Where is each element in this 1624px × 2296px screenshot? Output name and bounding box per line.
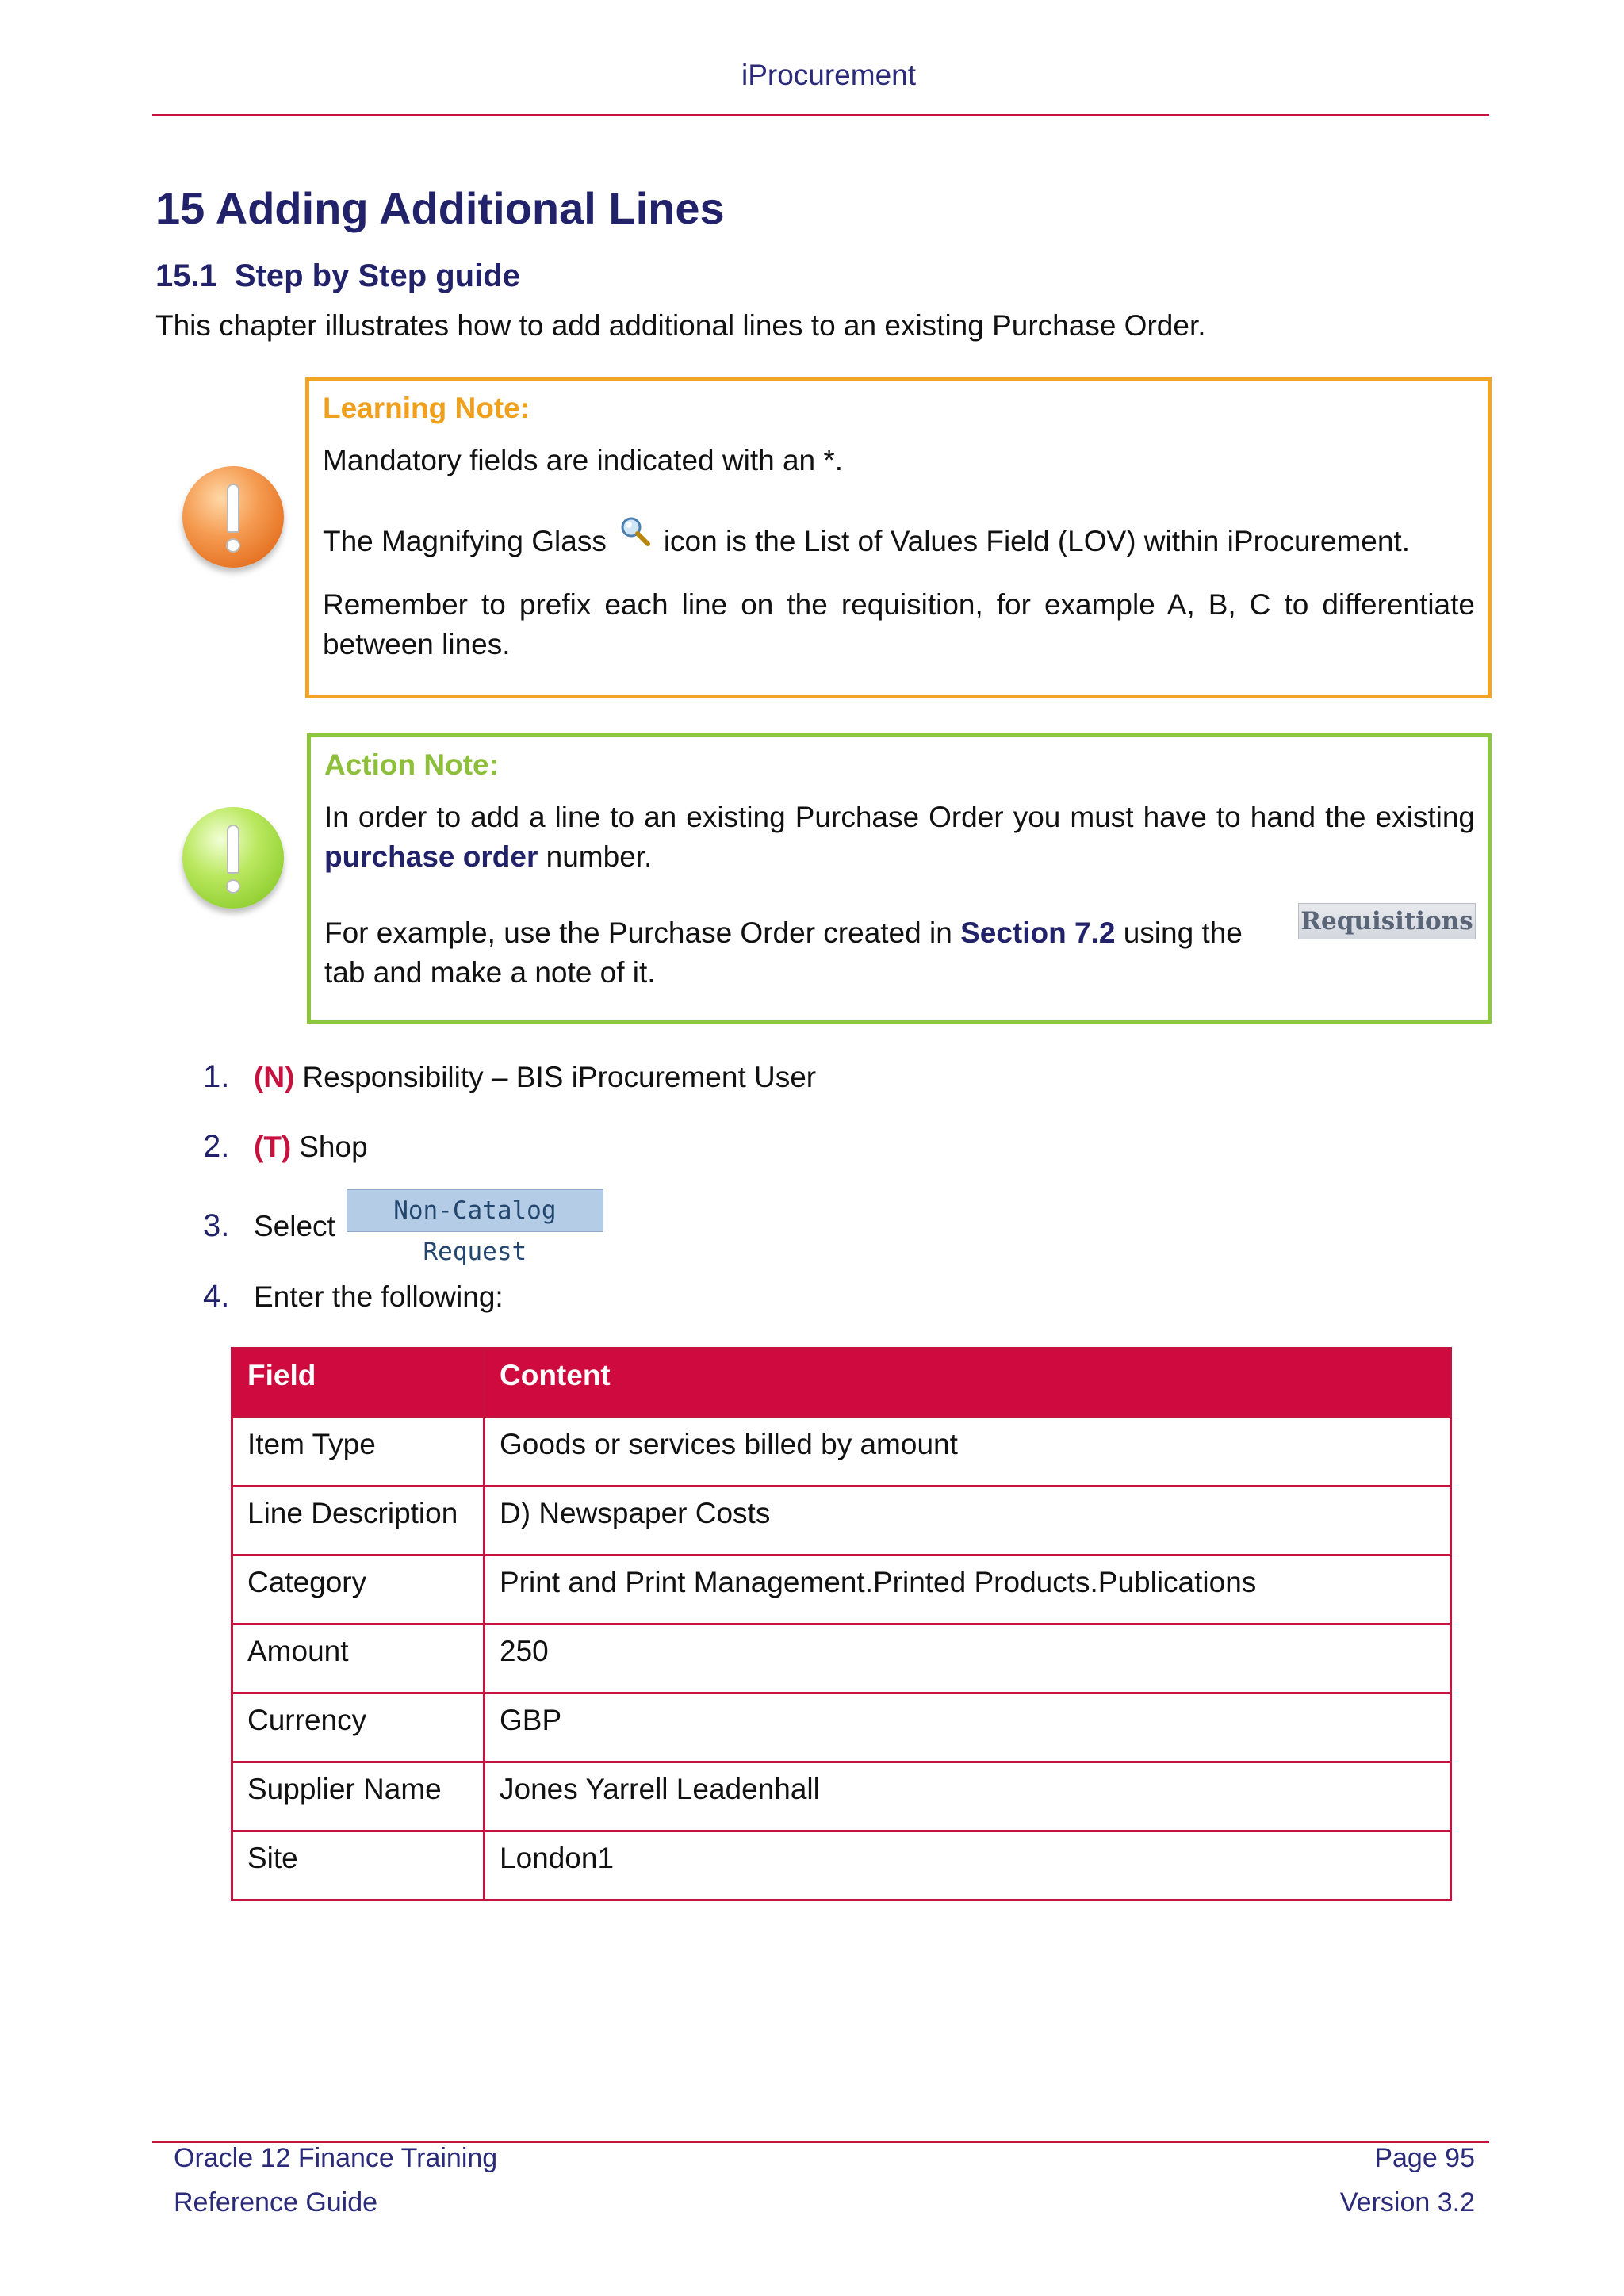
table-row	[232, 1556, 1451, 1624]
section-title-text: Step by Step guide	[234, 258, 520, 293]
field-cell: Item Type	[232, 1418, 485, 1487]
field-cell: Currency	[232, 1693, 485, 1762]
field-cell: Category	[232, 1556, 485, 1624]
action-exclamation-icon	[182, 807, 284, 909]
field-cell: Site	[232, 1831, 485, 1900]
step-text: Shop	[299, 1131, 368, 1163]
step-code: (N)	[254, 1061, 295, 1093]
content-cell: GBP	[485, 1693, 1451, 1762]
action-note-para-2	[324, 913, 1266, 993]
content-cell: Jones Yarrell Leadenhall	[485, 1762, 1451, 1831]
step-number: 3.	[203, 1208, 230, 1243]
step-item	[203, 1279, 504, 1314]
content-cell: D) Newspaper Costs	[485, 1487, 1451, 1556]
requisitions-tab[interactable]: Requisitions	[1298, 903, 1476, 939]
action-note-text: number.	[546, 840, 653, 873]
field-cell: Amount	[232, 1624, 485, 1693]
field-cell: Supplier Name	[232, 1762, 485, 1831]
step-number: 2.	[203, 1129, 230, 1164]
step-code: (T)	[254, 1131, 292, 1163]
step-text: Select	[254, 1210, 335, 1242]
section-number: 15.1	[155, 258, 217, 293]
footer-page-number: Page 95	[1374, 2143, 1475, 2173]
step-text: Responsibility – BIS iProcurement User	[302, 1061, 817, 1093]
content-cell: London1	[485, 1831, 1451, 1900]
table-header-row	[232, 1349, 1451, 1418]
intro-paragraph: This chapter illustrates how to add additional lines to an existing Purchase Order.	[155, 309, 1206, 342]
learning-note-line-prefix: Remember to prefix each line on the requisition, for example A, B, C to differentiate between lines.	[323, 588, 1475, 660]
content-cell: Print and Print Management.Printed Products.Publications	[485, 1556, 1451, 1624]
non-catalog-request-button[interactable]: Non-Catalog Request	[347, 1189, 603, 1232]
table-row	[232, 1487, 1451, 1556]
chapter-title: 15 Adding Additional Lines	[155, 183, 725, 233]
action-note-text: using the	[1123, 916, 1243, 949]
page-header-title: iProcurement	[741, 59, 917, 91]
magnifier-text-before: The Magnifying Glass	[323, 525, 607, 557]
table-row	[232, 1624, 1451, 1693]
content-cell: 250	[485, 1624, 1451, 1693]
column-header-content: Content	[485, 1349, 1451, 1418]
footer-version: Version 3.2	[1339, 2187, 1475, 2218]
table-row	[232, 1831, 1451, 1900]
table-row	[232, 1418, 1451, 1487]
action-note-text: For example, use the Purchase Order created in	[324, 916, 952, 949]
warning-exclamation-icon	[182, 466, 284, 568]
magnifier-text-after: icon is the List of Values Field (LOV) within iProcurement.	[663, 525, 1410, 557]
footer-document-type: Reference Guide	[174, 2187, 378, 2218]
action-note-text: tab and make a note of it.	[324, 956, 656, 989]
step-number: 4.	[203, 1279, 230, 1314]
step-item	[203, 1059, 816, 1095]
field-cell: Line Description	[232, 1487, 485, 1556]
column-header-field: Field	[232, 1349, 485, 1418]
header-divider	[152, 114, 1489, 116]
field-content-table	[231, 1347, 1452, 1901]
step-item	[203, 1129, 368, 1165]
table-row	[232, 1762, 1451, 1831]
action-note-para-1	[324, 798, 1475, 877]
learning-note-box	[305, 377, 1492, 698]
table-row	[232, 1693, 1451, 1762]
learning-note-line-magnifier	[323, 522, 1475, 561]
step-item	[203, 1196, 603, 1266]
step-number: 1.	[203, 1059, 230, 1094]
purchase-order-emphasis: purchase order	[324, 840, 538, 873]
content-cell: Goods or services billed by amount	[485, 1418, 1451, 1487]
step-text: Enter the following:	[254, 1280, 504, 1313]
action-note-box	[307, 733, 1492, 1024]
learning-note-line-mandatory: Mandatory fields are indicated with an *.	[323, 444, 844, 476]
action-note-heading: Action Note:	[324, 748, 499, 781]
magnifying-glass-icon	[618, 515, 653, 550]
learning-note-heading: Learning Note:	[323, 392, 530, 424]
section-title	[155, 258, 520, 294]
section-reference: Section 7.2	[960, 916, 1116, 949]
action-note-text: In order to add a line to an existing Purchase Order you must have to hand the existing	[324, 801, 1475, 833]
footer-course-title: Oracle 12 Finance Training	[174, 2143, 498, 2173]
